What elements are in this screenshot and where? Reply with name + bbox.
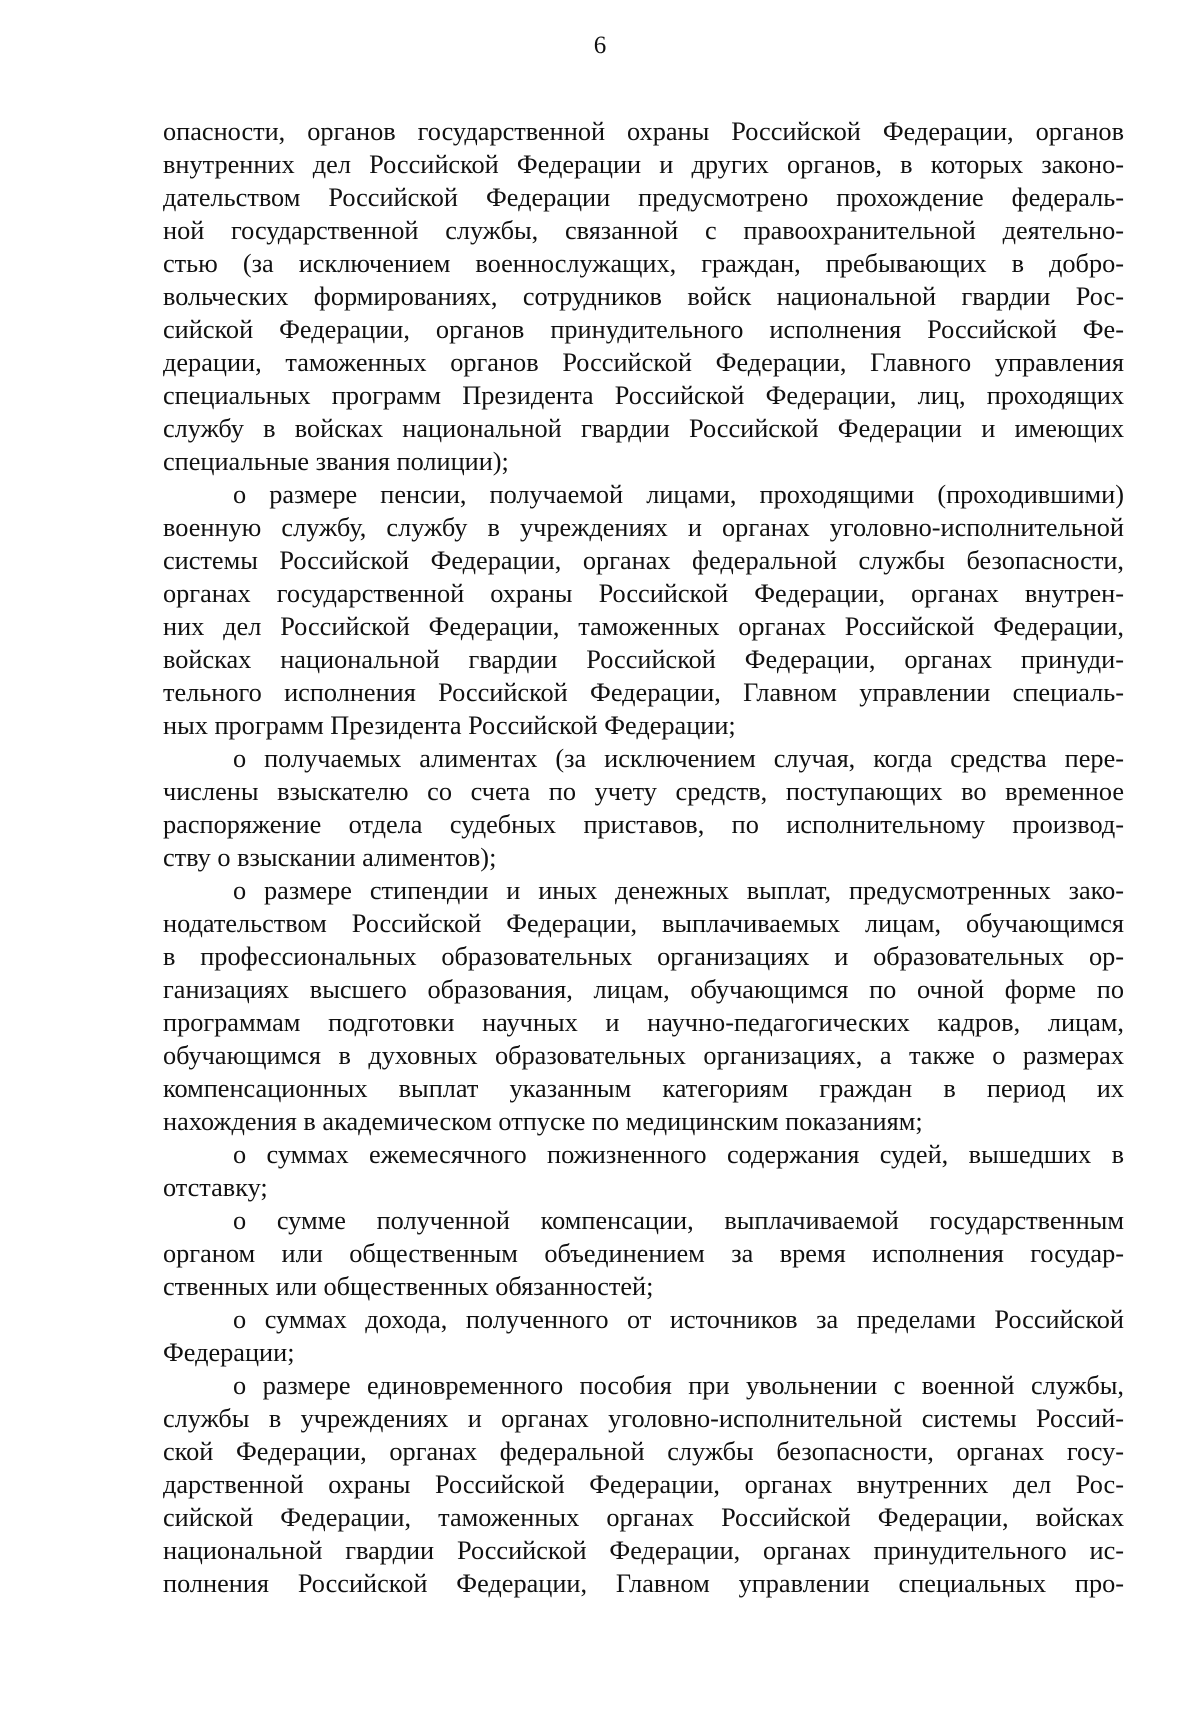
paragraph xyxy=(163,874,1124,1138)
text-line: Федерации; xyxy=(163,1338,295,1367)
text-line: программам подготовки научных и научно-педагогических кадров, лицам, xyxy=(163,1008,1124,1037)
text-line: о размере единовременного пособия при увольнении с военной службы, xyxy=(233,1371,1124,1400)
text-line: войсках национальной гвардии Российской Федерации, органах принуди- xyxy=(163,645,1124,674)
text-line: о суммах ежемесячного пожизненного содержания судей, вышедших в xyxy=(233,1140,1124,1169)
text-line: в профессиональных образовательных организациях и образовательных ор- xyxy=(163,942,1124,971)
text-line: военную службу, службу в учреждениях и органах уголовно-исполнительной xyxy=(163,513,1124,542)
text-line: внутренних дел Российской Федерации и других органов, в которых законо- xyxy=(163,150,1124,179)
text-line: нодательством Российской Федерации, выплачиваемых лицам, обучающимся xyxy=(163,909,1124,938)
text-line: органах государственной охраны Российской Федерации, органах внутрен- xyxy=(163,579,1124,608)
text-line: о размере стипендии и иных денежных выплат, предусмотренных зако- xyxy=(233,876,1124,905)
text-line: службу в войсках национальной гвардии Российской Федерации и имеющих xyxy=(163,414,1124,443)
text-line: о суммах дохода, полученного от источников за пределами Российской xyxy=(233,1305,1124,1334)
text-line: нахождения в академическом отпуске по медицинским показаниям; xyxy=(163,1107,923,1136)
text-line: специальных программ Президента Российской Федерации, лиц, проходящих xyxy=(163,381,1124,410)
paragraph xyxy=(163,115,1124,478)
text-line: сийской Федерации, органов принудительного исполнения Российской Фе- xyxy=(163,315,1124,344)
document-body xyxy=(163,115,1124,1600)
text-line: органом или общественным объединением за время исполнения государ- xyxy=(163,1239,1124,1268)
text-line: стью (за исключением военнослужащих, граждан, пребывающих в добро- xyxy=(163,249,1124,278)
text-line: о получаемых алиментах (за исключением случая, когда средства пере- xyxy=(233,744,1124,773)
text-line: опасности, органов государственной охраны Российской Федерации, органов xyxy=(163,117,1124,146)
text-line: тельного исполнения Российской Федерации, Главном управлении специаль- xyxy=(163,678,1124,707)
paragraph xyxy=(163,478,1124,742)
page-number: 6 xyxy=(593,32,607,59)
paragraph xyxy=(163,1204,1124,1303)
paragraph xyxy=(163,1138,1124,1204)
text-line: распоряжение отдела судебных приставов, по исполнительному производ- xyxy=(163,810,1124,839)
text-line: ской Федерации, органах федеральной службы безопасности, органах госу- xyxy=(163,1437,1124,1466)
text-line: дерации, таможенных органов Российской Федерации, Главного управления xyxy=(163,348,1124,377)
text-line: числены взыскателю со счета по учету средств, поступающих во временное xyxy=(163,777,1124,806)
text-line: ству о взыскании алиментов); xyxy=(163,843,497,872)
text-line: дарственной охраны Российской Федерации, органах внутренних дел Рос- xyxy=(163,1470,1124,1499)
text-line: о размере пенсии, получаемой лицами, проходящими (проходившими) xyxy=(233,480,1124,509)
paragraph xyxy=(163,742,1124,874)
text-line: них дел Российской Федерации, таможенных органах Российской Федерации, xyxy=(163,612,1124,641)
text-line: отставку; xyxy=(163,1173,268,1202)
text-line: национальной гвардии Российской Федерации, органах принудительного ис- xyxy=(163,1536,1124,1565)
text-line: полнения Российской Федерации, Главном управлении специальных про- xyxy=(163,1569,1124,1598)
text-line: о сумме полученной компенсации, выплачиваемой государственным xyxy=(233,1206,1124,1235)
text-line: сийской Федерации, таможенных органах Российской Федерации, войсках xyxy=(163,1503,1124,1532)
text-line: обучающимся в духовных образовательных организациях, а также о размерах xyxy=(163,1041,1124,1070)
text-line: вольческих формированиях, сотрудников войск национальной гвардии Рос- xyxy=(163,282,1124,311)
text-line: ных программ Президента Российской Федерации; xyxy=(163,711,736,740)
paragraph xyxy=(163,1369,1124,1600)
text-line: компенсационных выплат указанным категориям граждан в период их xyxy=(163,1074,1124,1103)
text-line: ганизациях высшего образования, лицам, обучающимся по очной форме по xyxy=(163,975,1124,1004)
text-line: службы в учреждениях и органах уголовно-исполнительной системы Россий- xyxy=(163,1404,1124,1433)
text-line: ной государственной службы, связанной с правоохранительной деятельно- xyxy=(163,216,1124,245)
text-line: системы Российской Федерации, органах федеральной службы безопасности, xyxy=(163,546,1124,575)
text-line: дательством Российской Федерации предусмотрено прохождение федераль- xyxy=(163,183,1124,212)
text-line: специальные звания полиции); xyxy=(163,447,509,476)
text-line: ственных или общественных обязанностей; xyxy=(163,1272,654,1301)
paragraph xyxy=(163,1303,1124,1369)
